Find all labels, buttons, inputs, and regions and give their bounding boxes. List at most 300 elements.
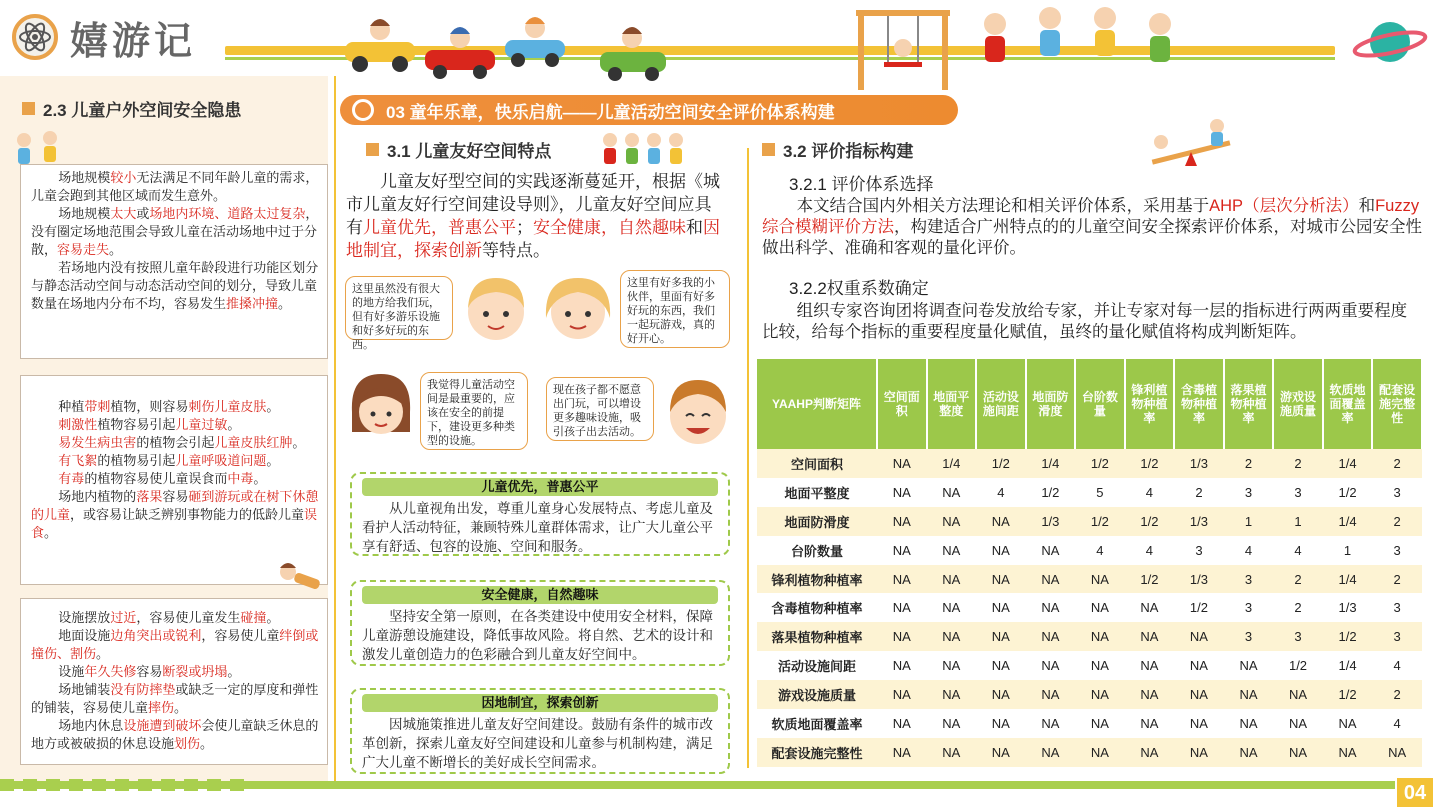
plant-hazards-box — [20, 375, 328, 585]
highlight-text: AHP（层次分析法） — [1209, 197, 1359, 215]
matrix-cell: 3 — [1372, 593, 1422, 622]
section-title-3-1 — [366, 137, 551, 162]
matrix-col-header: 配套设施完整性 — [1372, 359, 1422, 449]
matrix-cell: NA — [877, 593, 927, 622]
matrix-col-header: 游戏设施质量 — [1273, 359, 1323, 449]
table-row — [757, 593, 1422, 622]
body-text: 无法满足不同年龄儿童的需求，儿童会跑到其他区域而发生意外。 — [31, 170, 319, 203]
matrix-cell: NA — [1174, 709, 1224, 738]
logo-atom-icon — [12, 14, 58, 60]
matrix-cell: NA — [927, 565, 977, 594]
matrix-cell: 2 — [1372, 565, 1422, 594]
matrix-cell: NA — [976, 651, 1026, 680]
matrix-cell: 2 — [1273, 565, 1323, 594]
matrix-cell: NA — [1026, 709, 1076, 738]
matrix-cell: NA — [927, 478, 977, 507]
matrix-cell: NA — [1174, 622, 1224, 651]
matrix-cell: NA — [1026, 565, 1076, 594]
matrix-row-label: 地面防滑度 — [757, 507, 877, 536]
matrix-cell: NA — [1125, 680, 1175, 709]
matrix-cell: NA — [877, 651, 927, 680]
matrix-cell: NA — [1273, 709, 1323, 738]
table-row — [757, 507, 1422, 536]
matrix-row-label: 游戏设施质量 — [757, 680, 877, 709]
pest-plants-text — [31, 434, 319, 452]
matrix-cell: 3 — [1224, 593, 1274, 622]
matrix-cell: NA — [1026, 622, 1076, 651]
kids-in-cars-illustration — [340, 2, 670, 87]
toxic-plants-text — [31, 470, 319, 488]
matrix-cell: NA — [1075, 593, 1125, 622]
feature-title-safety-health: 安全健康，自然趣味 — [362, 586, 718, 604]
matrix-cell: NA — [927, 680, 977, 709]
body-text: 。 — [227, 664, 241, 679]
banner-ring-icon — [352, 99, 374, 121]
table-row — [757, 478, 1422, 507]
matrix-cell: NA — [1026, 593, 1076, 622]
highlight-text: 儿童呼吸道问题 — [175, 453, 267, 468]
body-text: 或缺乏一定的厚度和弹性的铺装，容易使儿童 — [31, 682, 319, 715]
matrix-cell: NA — [976, 738, 1026, 767]
table-row — [757, 709, 1422, 738]
matrix-cell: NA — [976, 507, 1026, 536]
highlight-text: 刺激性 — [58, 417, 98, 432]
body-text: ，容易使儿童 — [201, 628, 280, 643]
highlight-text: 刺伤儿童皮肤 — [188, 399, 267, 414]
highlight-text: 较小 — [110, 170, 137, 185]
matrix-cell: NA — [877, 622, 927, 651]
irritant-plants-text — [31, 416, 319, 434]
matrix-cell: 1/3 — [1174, 449, 1224, 478]
matrix-cell: 1/3 — [1026, 507, 1076, 536]
highlight-text: 因地制宜，探索创新 — [346, 218, 720, 260]
highlight-text: 边角突出或锐利 — [110, 628, 202, 643]
body-text: 。 — [266, 399, 280, 414]
feature-box-child-priority — [350, 472, 730, 556]
matrix-row-label: 配套设施完整性 — [757, 738, 877, 767]
matrix-cell: 3 — [1372, 478, 1422, 507]
matrix-cell: NA — [877, 507, 927, 536]
matrix-cell: NA — [1224, 651, 1274, 680]
matrix-cell: 3 — [1224, 478, 1274, 507]
thorny-plants-text — [31, 398, 319, 416]
site-scale-hazards-box — [20, 164, 328, 359]
highlight-text: 划伤 — [174, 736, 201, 751]
section-marker-icon — [762, 143, 775, 156]
matrix-cell: 2 — [1174, 478, 1224, 507]
highlight-text: 儿童皮肤红肿 — [214, 435, 293, 450]
matrix-cell: NA — [1125, 709, 1175, 738]
body-text: 组织专家咨询团将调查问卷发放给专家，并让专家对每一层的指标进行两两重要程度比较，给每个指标的重要程度量化赋值，虽终的量化赋值将构成判断矩阵。 — [762, 302, 1408, 341]
disrepair-text — [31, 663, 319, 681]
body-text: 的植物易引起 — [97, 453, 176, 468]
body-text: 场地内植物的 — [58, 489, 137, 504]
page-number: 04 — [1397, 778, 1433, 807]
body-text: ； — [516, 218, 533, 237]
section-title-3-2-text: 3.2 评价指标构建 — [783, 142, 914, 161]
feature-title-local-innovation: 因地制宜，探索创新 — [362, 694, 718, 712]
matrix-cell: NA — [1026, 536, 1076, 565]
feature-box-safety-health — [350, 580, 730, 666]
matrix-cell: NA — [1026, 738, 1076, 767]
matrix-cell: 1/4 — [1323, 565, 1373, 594]
matrix-cell: NA — [1125, 738, 1175, 767]
kids-group-illustration — [598, 128, 690, 175]
evaluation-system-paragraph — [762, 196, 1422, 259]
matrix-cell: 1/2 — [1323, 478, 1373, 507]
matrix-col-header: 空间面积 — [877, 359, 927, 449]
body-text: 。 — [292, 435, 306, 450]
speech-bubble-3: 我觉得儿童活动空间是最重要的，应该在安全的前提下，建设更多种类型的设施。 — [420, 372, 528, 450]
matrix-cell: NA — [976, 536, 1026, 565]
matrix-cell: NA — [877, 449, 927, 478]
matrix-cell: NA — [1174, 680, 1224, 709]
matrix-cell: NA — [1224, 680, 1274, 709]
matrix-cell: 1/2 — [1323, 680, 1373, 709]
section-title-3-1-text: 3.1 儿童友好空间特点 — [387, 142, 552, 161]
matrix-row-label: 锋利植物种植率 — [757, 565, 877, 594]
matrix-cell: 3 — [1224, 565, 1274, 594]
subheading-3-2-2: 3.2.2权重系数确定 — [789, 279, 929, 298]
feature-body-local-innovation: 因城施策推进儿童友好空间建设。鼓励有条件的城市改革创新，探索儿童友好空间建设和儿童参与机制构建，满足广大儿童不断增长的美好成长空间需求。 — [362, 717, 713, 770]
matrix-cell: NA — [976, 680, 1026, 709]
matrix-row-label: 软质地面覆盖率 — [757, 709, 877, 738]
matrix-cell: NA — [877, 709, 927, 738]
matrix-cell: NA — [1026, 680, 1076, 709]
matrix-cell: 2 — [1372, 507, 1422, 536]
feature-body-child-priority: 从儿童视角出发，尊重儿童身心发展特点、考虑儿童及看护人活动特征，兼顾特殊儿童群体需求，让广大儿童公平享有舒适、包容的设施、空间和服务。 — [362, 501, 713, 554]
matrix-cell: NA — [877, 738, 927, 767]
body-text: 。 — [96, 646, 110, 661]
highlight-text: 碰撞 — [240, 610, 267, 625]
section-title-2-3-text: 2.3 儿童户外空间安全隐患 — [43, 101, 242, 120]
body-text: 的植物会引起 — [136, 435, 215, 450]
body-text: ，容易使儿童发生 — [136, 610, 241, 625]
matrix-cell: 1/3 — [1323, 593, 1373, 622]
matrix-cell: NA — [1125, 622, 1175, 651]
rest-facility-text — [31, 717, 319, 753]
swing-illustration — [848, 2, 958, 97]
body-text: 容易 — [136, 664, 163, 679]
matrix-cell: NA — [976, 593, 1026, 622]
body-text: 或 — [136, 206, 150, 221]
matrix-row-label: 含毒植物种植率 — [757, 593, 877, 622]
matrix-cell: 4 — [1125, 536, 1175, 565]
body-text: 。 — [109, 242, 123, 257]
matrix-cell: 3 — [1273, 622, 1323, 651]
highlight-text: 有毒 — [58, 471, 85, 486]
matrix-col-header: 软质地面覆盖率 — [1323, 359, 1373, 449]
highlight-text: 太大 — [110, 206, 137, 221]
matrix-cell: 1/2 — [1075, 507, 1125, 536]
zoning-hazard-text — [31, 259, 319, 313]
body-text: 的植物容易使儿童误食而 — [84, 471, 228, 486]
matrix-cell: 1/2 — [1026, 478, 1076, 507]
matrix-cell: NA — [877, 680, 927, 709]
matrix-cell: NA — [1323, 738, 1373, 767]
site-scale-too-large-text — [31, 205, 319, 259]
highlight-text: 容易走失 — [57, 242, 110, 257]
matrix-cell: 4 — [1075, 536, 1125, 565]
highlight-text: 安全健康，自然趣味 — [533, 218, 686, 237]
chapter-banner-title: 03 童年乐章，快乐启航——儿童活动空间安全评价体系构建 — [386, 102, 835, 122]
matrix-cell: NA — [927, 738, 977, 767]
chapter-banner — [340, 95, 958, 125]
matrix-cell: 4 — [1372, 651, 1422, 680]
highlight-text: 中毒 — [227, 471, 254, 486]
matrix-cell: NA — [1174, 651, 1224, 680]
body-text: 。 — [44, 525, 58, 540]
matrix-cell: 3 — [1273, 478, 1323, 507]
matrix-cell: 4 — [976, 478, 1026, 507]
matrix-cell: NA — [927, 536, 977, 565]
matrix-cell: 1/3 — [1174, 507, 1224, 536]
highlight-text: Fuzzy 综合模糊评价方法 — [762, 197, 1420, 236]
matrix-cell: NA — [927, 651, 977, 680]
body-text: 设施摆放 — [58, 610, 111, 625]
matrix-col-header: 台阶数量 — [1075, 359, 1125, 449]
facility-spacing-text — [31, 609, 319, 627]
matrix-col-header: 落果植物种植率 — [1224, 359, 1274, 449]
body-text: ，没有圈定场地范围会导致儿童在活动场地中过于分散， — [31, 206, 319, 257]
highlight-text: 易发生病虫害 — [58, 435, 137, 450]
matrix-cell: NA — [927, 709, 977, 738]
matrix-cell: NA — [1125, 651, 1175, 680]
matrix-cell: 1 — [1224, 507, 1274, 536]
matrix-cell: 4 — [1125, 478, 1175, 507]
highlight-text: 儿童过敏 — [175, 417, 228, 432]
highlight-text: 没有防摔垫 — [110, 682, 176, 697]
matrix-cell: NA — [1026, 651, 1076, 680]
matrix-cell: NA — [1075, 651, 1125, 680]
matrix-col-header: 地面防滑度 — [1026, 359, 1076, 449]
table-row — [757, 622, 1422, 651]
matrix-cell: 1/3 — [1174, 565, 1224, 594]
matrix-cell: NA — [1273, 680, 1323, 709]
matrix-cell: 2 — [1224, 449, 1274, 478]
matrix-cell: 3 — [1372, 622, 1422, 651]
matrix-cell: NA — [1075, 738, 1125, 767]
body-text: 场地铺装 — [58, 682, 111, 697]
matrix-cell: 3 — [1174, 536, 1224, 565]
body-text: 植物，则容易 — [110, 399, 189, 414]
body-text: 会使儿童缺乏休息的地方或被破损的休息设施 — [31, 718, 319, 751]
matrix-cell: 5 — [1075, 478, 1125, 507]
matrix-cell: 4 — [1273, 536, 1323, 565]
matrix-cell: 1/4 — [1323, 651, 1373, 680]
table-row — [757, 738, 1422, 767]
matrix-cell: 1/4 — [1323, 507, 1373, 536]
matrix-cell: 1/4 — [927, 449, 977, 478]
matrix-cell: NA — [1323, 709, 1373, 738]
highlight-text: 绊倒或撞伤、割伤 — [31, 628, 319, 661]
speech-bubble-4: 现在孩子都不愿意出门玩，可以增设更多趣味设施，吸引孩子出去活动。 — [546, 377, 654, 441]
body-text: 。 — [227, 417, 241, 432]
body-text: 和 — [686, 218, 703, 237]
girl-with-bangs-illustration — [346, 368, 416, 453]
matrix-cell: NA — [1273, 738, 1323, 767]
matrix-cell: NA — [877, 536, 927, 565]
highlight-text: 有飞絮 — [58, 453, 98, 468]
matrix-col-header: 锋利植物种植率 — [1125, 359, 1175, 449]
highlight-text: 砸到游玩或在树下休憩的儿童 — [31, 489, 319, 522]
matrix-cell: NA — [1125, 593, 1175, 622]
girl-face-illustration — [540, 272, 616, 351]
highlight-text: 落果 — [136, 489, 163, 504]
matrix-cell: 1/2 — [1125, 565, 1175, 594]
matrix-cell: 1 — [1273, 507, 1323, 536]
section-marker-icon — [366, 143, 379, 156]
seesaw-illustration — [1145, 112, 1235, 177]
matrix-cell: 1/2 — [1323, 622, 1373, 651]
highlight-text: 设施遭到破坏 — [123, 718, 202, 733]
planet-icon — [1352, 14, 1428, 75]
matrix-cell: NA — [927, 593, 977, 622]
body-text: 植物容易引起 — [97, 417, 176, 432]
body-text: ，或容易让缺乏辨别事物能力的低龄儿童 — [70, 507, 305, 522]
matrix-row-label: 空间面积 — [757, 449, 877, 478]
body-text: 。 — [174, 700, 188, 715]
footer-bar — [0, 781, 1395, 789]
sharp-edges-text — [31, 627, 319, 663]
matrix-cell: NA — [1174, 738, 1224, 767]
paving-text — [31, 681, 319, 717]
highlight-text: 带刺 — [84, 399, 111, 414]
matrix-cell: 2 — [1372, 449, 1422, 478]
body-text: 场地规模 — [58, 170, 111, 185]
matrix-cell: 1/2 — [1125, 507, 1175, 536]
matrix-row-label: 地面平整度 — [757, 478, 877, 507]
highlight-text: 误食 — [31, 507, 318, 540]
table-row — [757, 680, 1422, 709]
matrix-cell: 1/2 — [1273, 651, 1323, 680]
matrix-cell: 1/2 — [1125, 449, 1175, 478]
matrix-cell: NA — [1075, 565, 1125, 594]
matrix-cell: 1/2 — [1075, 449, 1125, 478]
matrix-col-header: 含毒植物种植率 — [1174, 359, 1224, 449]
running-kids-illustration — [975, 2, 1190, 95]
falling-fruit-text — [31, 488, 319, 542]
judgment-matrix-table — [757, 359, 1423, 767]
table-row — [757, 565, 1422, 594]
matrix-cell: NA — [1224, 738, 1274, 767]
body-text: 。 — [278, 296, 292, 311]
matrix-cell: 2 — [1273, 593, 1323, 622]
body-text: 场地规模 — [58, 206, 111, 221]
matrix-row-label: 落果植物种植率 — [757, 622, 877, 651]
left-panel-divider — [334, 76, 336, 781]
table-row — [757, 536, 1422, 565]
body-text: 种植 — [58, 399, 85, 414]
matrix-cell: 3 — [1372, 536, 1422, 565]
highlight-text: 断裂或坍塌 — [162, 664, 228, 679]
matrix-row-label: 活动设施间距 — [757, 651, 877, 680]
matrix-cell: NA — [927, 507, 977, 536]
matrix-cell: NA — [1224, 709, 1274, 738]
feature-box-local-innovation — [350, 688, 730, 774]
body-text: 和 — [1358, 197, 1376, 215]
feature-body-safety-health: 坚持安全第一原则，在各类建设中使用安全材料，保障儿童游憩设施建设，降低事故风险。将自然、艺术的设计和激发儿童创造力的色彩融合到儿童友好空间中。 — [362, 609, 713, 662]
matrix-cell: 1 — [1323, 536, 1373, 565]
matrix-cell: 2 — [1372, 680, 1422, 709]
site-scale-too-small-text — [31, 169, 319, 205]
weight-coefficient-text — [762, 302, 1407, 341]
matrix-row-label: 台阶数量 — [757, 536, 877, 565]
matrix-cell: NA — [1372, 738, 1422, 767]
matrix-corner-header: YAAHP判断矩阵 — [757, 359, 877, 449]
matrix-cell: 3 — [1224, 622, 1274, 651]
matrix-cell: NA — [976, 622, 1026, 651]
body-text: 地面设施 — [58, 628, 111, 643]
body-text: 。 — [253, 471, 267, 486]
matrix-cell: NA — [1075, 680, 1125, 709]
body-text: 。 — [266, 610, 280, 625]
table-row — [757, 449, 1422, 478]
body-text: 容易 — [162, 489, 189, 504]
smiling-boy-illustration — [660, 372, 736, 459]
matrix-cell: NA — [976, 565, 1026, 594]
subheading-3-2-1: 3.2.1 评价体系选择 — [789, 175, 934, 194]
matrix-cell: NA — [976, 709, 1026, 738]
body-text: 。 — [200, 736, 214, 751]
body-text: 本文结合国内外相关方法理论和相关评价体系，采用基于 — [796, 197, 1210, 215]
matrix-cell: 2 — [1273, 449, 1323, 478]
matrix-cell: 1/4 — [1026, 449, 1076, 478]
body-text: 儿童友好型空间的实践逐渐蔓延开，根据《城市儿童友好行空间建设导则》，儿童友好空间应具有 — [346, 172, 720, 237]
section-marker-icon — [22, 102, 35, 115]
highlight-text: 摔伤 — [148, 700, 175, 715]
speech-bubble-2: 这里有好多我的小伙伴，里面有好多好玩的东西，我们一起玩游戏，真的好开心。 — [620, 270, 730, 348]
matrix-cell: NA — [877, 478, 927, 507]
friendly-space-intro — [346, 170, 728, 262]
weight-coefficient-paragraph — [762, 301, 1422, 343]
feature-title-child-priority: 儿童优先，普惠公平 — [362, 478, 718, 496]
section-title-2-3 — [22, 96, 241, 121]
highlight-text: 儿童优先，普惠公平 — [363, 218, 516, 237]
speech-bubble-1: 这里虽然没有很大的地方给我们玩，但有好多游乐设施和好多好玩的东西。 — [345, 276, 453, 340]
body-text: 若场地内没有按照儿童年龄段进行功能区划分与静态活动空间与动态活动空间的划分，导致儿童数量在场地内分布不均，容易发生 — [31, 260, 319, 311]
facility-hazards-box — [20, 598, 328, 765]
section-title-3-2 — [762, 137, 913, 162]
matrix-cell: NA — [1075, 709, 1125, 738]
matrix-col-header: 地面平整度 — [927, 359, 977, 449]
friendly-space-intro-text — [346, 170, 728, 262]
highlight-text: 年久失修 — [84, 664, 137, 679]
child-sliding-illustration — [270, 558, 330, 603]
matrix-cell: 1/2 — [976, 449, 1026, 478]
matrix-cell: 1/4 — [1323, 449, 1373, 478]
middle-divider — [747, 148, 749, 768]
highlight-text: 过近 — [110, 610, 137, 625]
body-text: ，构建适合广州特点的的儿童空间安全探索评价体系，对城市公园安全性做出科学、准确和客观的量化评价。 — [762, 218, 1422, 257]
highlight-text: 推搡冲撞 — [226, 296, 279, 311]
matrix-cell: 4 — [1224, 536, 1274, 565]
body-text: 。 — [266, 453, 280, 468]
matrix-cell: NA — [877, 565, 927, 594]
matrix-cell: NA — [1075, 622, 1125, 651]
table-row — [757, 651, 1422, 680]
logo-text: 嬉游记 — [70, 18, 197, 63]
fluff-plants-text — [31, 452, 319, 470]
matrix-cell: 4 — [1372, 709, 1422, 738]
matrix-col-header: 活动设施间距 — [976, 359, 1026, 449]
highlight-text: 场地内环境、道路太过复杂 — [149, 206, 306, 221]
matrix-cell: NA — [927, 622, 977, 651]
matrix-cell: 1/2 — [1174, 593, 1224, 622]
body-text: 等特点。 — [482, 241, 550, 260]
body-text: 场地内休息 — [58, 718, 124, 733]
boy-face-illustration — [460, 272, 532, 351]
